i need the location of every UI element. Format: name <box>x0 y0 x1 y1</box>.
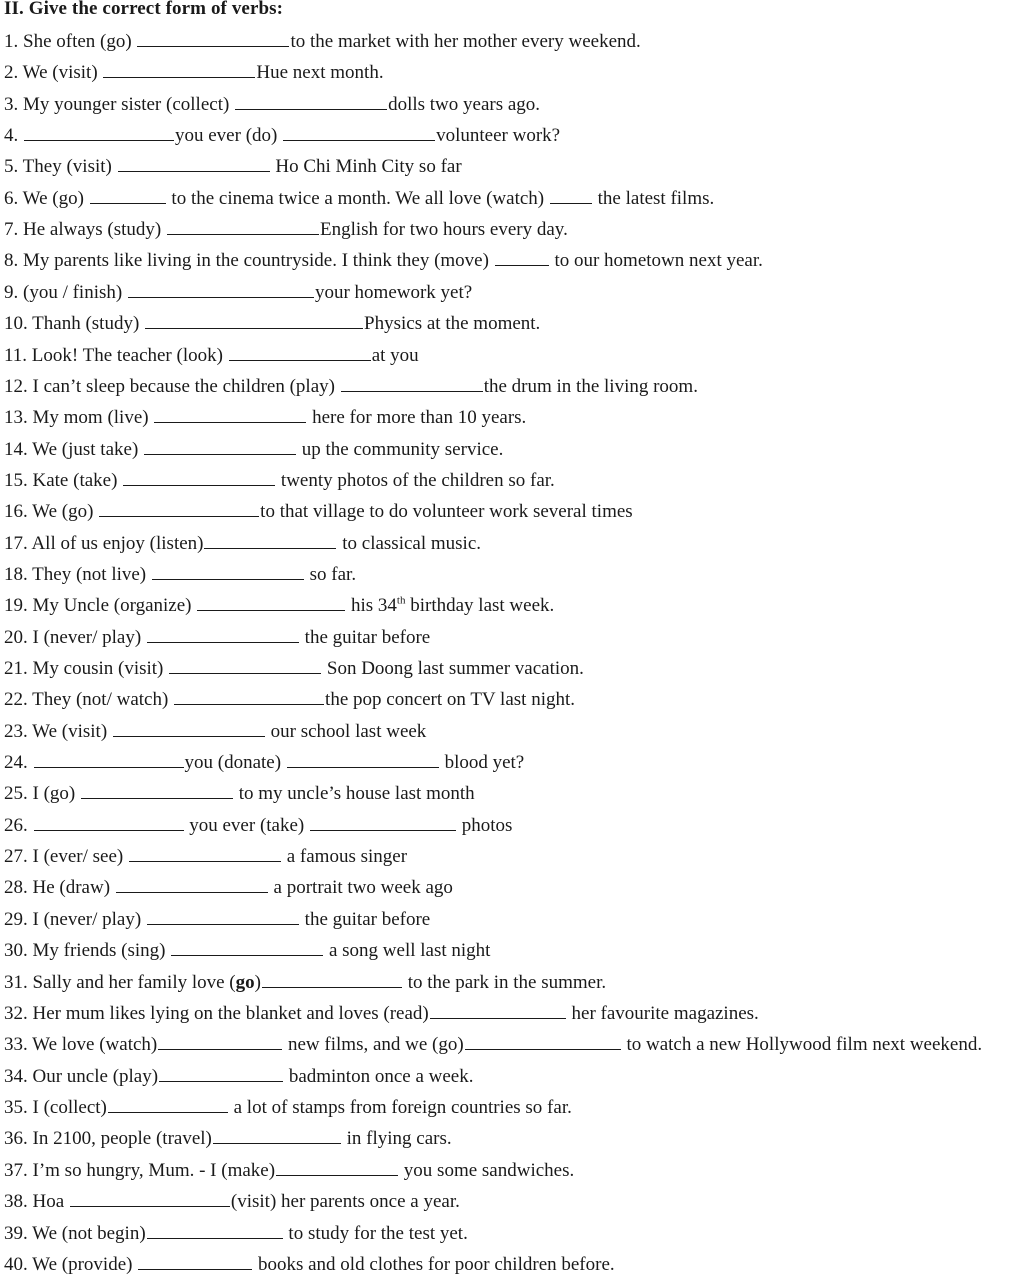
question-25: 25. I (go) to my uncle’s house last month <box>4 783 475 804</box>
question-29: 29. I (never/ play) the guitar before <box>4 909 431 930</box>
question-13: 13. My mom (live) here for more than 10 years. <box>4 407 527 428</box>
answer-blank[interactable] <box>550 187 592 204</box>
question-38: 38. Hoa (visit) her parents once a year. <box>4 1191 460 1212</box>
question-number: 30. <box>4 940 28 961</box>
question-number: 20. <box>4 627 28 648</box>
question-number: 24. <box>4 752 28 773</box>
question-15: 15. Kate (take) twenty photos of the children so far. <box>4 470 555 491</box>
question-number: 15. <box>4 470 28 491</box>
question-12: 12. I can’t sleep because the children (play) the drum in the living room. <box>4 376 698 397</box>
answer-blank[interactable] <box>276 1159 398 1176</box>
answer-blank[interactable] <box>116 876 268 893</box>
answer-blank[interactable] <box>171 939 323 956</box>
answer-blank[interactable] <box>158 1033 282 1050</box>
question-number: 10. <box>4 313 28 334</box>
question-number: 21. <box>4 658 28 679</box>
question-26: 26. you ever (take) photos <box>4 815 513 836</box>
answer-blank[interactable] <box>283 124 435 141</box>
question-number: 11. <box>4 345 28 366</box>
answer-blank[interactable] <box>213 1127 341 1144</box>
question-number: 16. <box>4 501 28 522</box>
answer-blank[interactable] <box>103 61 255 78</box>
answer-blank[interactable] <box>113 720 265 737</box>
question-number: 34. <box>4 1066 28 1087</box>
answer-blank[interactable] <box>152 563 304 580</box>
answer-blank[interactable] <box>169 657 321 674</box>
answer-blank[interactable] <box>465 1033 621 1050</box>
question-24: 24. you (donate) blood yet? <box>4 752 525 773</box>
question-28: 28. He (draw) a portrait two week ago <box>4 877 453 898</box>
answer-blank[interactable] <box>147 1222 283 1239</box>
answer-blank[interactable] <box>262 971 402 988</box>
answer-blank[interactable] <box>34 751 184 768</box>
question-6: 6. We (go) to the cinema twice a month. We all love (watch) the latest films. <box>4 188 715 209</box>
question-4: 4. you ever (do) volunteer work? <box>4 125 561 146</box>
question-27: 27. I (ever/ see) a famous singer <box>4 846 408 867</box>
answer-blank[interactable] <box>70 1190 230 1207</box>
question-number: 2. <box>4 62 19 83</box>
question-number: 32. <box>4 1003 28 1024</box>
question-number: 31. <box>4 972 28 993</box>
question-number: 1. <box>4 31 19 52</box>
question-20: 20. I (never/ play) the guitar before <box>4 627 431 648</box>
answer-blank[interactable] <box>197 594 345 611</box>
answer-blank[interactable] <box>154 406 306 423</box>
question-number: 5. <box>4 156 19 177</box>
question-number: 17. <box>4 533 28 554</box>
question-36: 36. In 2100, people (travel) in flying cars. <box>4 1128 452 1149</box>
section-heading: II. Give the correct form of verbs: <box>4 0 284 19</box>
question-1: 1. She often (go) to the market with her mother every weekend. <box>4 31 641 52</box>
question-3: 3. My younger sister (collect) dolls two years ago. <box>4 94 541 115</box>
question-2: 2. We (visit) Hue next month. <box>4 62 384 83</box>
question-33: 33. We love (watch) new films, and we (go) to watch a new Hollywood film next weekend. <box>4 1034 983 1055</box>
question-18: 18. They (not live) so far. <box>4 564 357 585</box>
question-14: 14. We (just take) up the community service. <box>4 439 504 460</box>
question-number: 14. <box>4 439 28 460</box>
question-22: 22. They (not/ watch) the pop concert on TV last night. <box>4 689 575 710</box>
question-number: 3. <box>4 94 19 115</box>
answer-blank[interactable] <box>430 1002 566 1019</box>
answer-blank[interactable] <box>90 187 166 204</box>
question-39: 39. We (not begin) to study for the test yet. <box>4 1223 468 1244</box>
question-7: 7. He always (study) English for two hours every day. <box>4 219 568 240</box>
answer-blank[interactable] <box>129 845 281 862</box>
question-number: 13. <box>4 407 28 428</box>
answer-blank[interactable] <box>118 155 270 172</box>
question-19: 19. My Uncle (organize) his 34th birthday last week. <box>4 594 555 616</box>
question-35: 35. I (collect) a lot of stamps from foreign countries so far. <box>4 1097 572 1118</box>
answer-blank[interactable] <box>147 908 299 925</box>
answer-blank[interactable] <box>123 469 275 486</box>
question-37: 37. I’m so hungry, Mum. - I (make) you some sandwiches. <box>4 1160 575 1181</box>
question-30: 30. My friends (sing) a song well last night <box>4 940 491 961</box>
answer-blank[interactable] <box>128 281 314 298</box>
question-8: 8. My parents like living in the countryside. I think they (move) to our hometown next year. <box>4 250 763 271</box>
answer-blank[interactable] <box>235 93 387 110</box>
answer-blank[interactable] <box>144 438 296 455</box>
question-number: 4. <box>4 125 19 146</box>
answer-blank[interactable] <box>99 500 259 517</box>
answer-blank[interactable] <box>138 1253 252 1270</box>
answer-blank[interactable] <box>108 1096 228 1113</box>
question-number: 12. <box>4 376 28 397</box>
question-number: 6. <box>4 188 19 209</box>
question-number: 18. <box>4 564 28 585</box>
question-number: 23. <box>4 721 28 742</box>
answer-blank[interactable] <box>167 218 319 235</box>
answer-blank[interactable] <box>81 782 233 799</box>
answer-blank[interactable] <box>204 532 336 549</box>
question-number: 27. <box>4 846 28 867</box>
answer-blank[interactable] <box>287 751 439 768</box>
answer-blank[interactable] <box>147 626 299 643</box>
question-9: 9. (you / finish) your homework yet? <box>4 282 473 303</box>
question-23: 23. We (visit) our school last week <box>4 721 427 742</box>
question-40: 40. We (provide) books and old clothes for poor children before. <box>4 1254 615 1275</box>
question-number: 19. <box>4 595 28 616</box>
question-number: 28. <box>4 877 28 898</box>
answer-blank[interactable] <box>310 814 456 831</box>
question-number: 22. <box>4 689 28 710</box>
question-number: 35. <box>4 1097 28 1118</box>
question-number: 33. <box>4 1034 28 1055</box>
answer-blank[interactable] <box>34 814 184 831</box>
question-number: 38. <box>4 1191 28 1212</box>
question-34: 34. Our uncle (play) badminton once a week. <box>4 1066 474 1087</box>
question-31: 31. Sally and her family love (go) to the park in the summer. <box>4 972 607 993</box>
answer-blank[interactable] <box>341 375 483 392</box>
question-number: 36. <box>4 1128 28 1149</box>
question-5: 5. They (visit) Ho Chi Minh City so far <box>4 156 462 177</box>
question-17: 17. All of us enjoy (listen) to classical music. <box>4 533 482 554</box>
answer-blank[interactable] <box>495 249 549 266</box>
question-16: 16. We (go) to that village to do volunteer work several times <box>4 501 633 522</box>
question-number: 29. <box>4 909 28 930</box>
question-number: 40. <box>4 1254 28 1275</box>
answer-blank[interactable] <box>145 312 363 329</box>
answer-blank[interactable] <box>137 30 289 47</box>
question-32: 32. Her mum likes lying on the blanket and loves (read) her favourite magazines. <box>4 1003 759 1024</box>
question-number: 7. <box>4 219 19 240</box>
answer-blank[interactable] <box>159 1065 283 1082</box>
answer-blank[interactable] <box>24 124 174 141</box>
question-11: 11. Look! The teacher (look) at you <box>4 345 419 366</box>
question-21: 21. My cousin (visit) Son Doong last summer vacation. <box>4 658 584 679</box>
question-10: 10. Thanh (study) Physics at the moment. <box>4 313 541 334</box>
question-number: 9. <box>4 282 19 303</box>
answer-blank[interactable] <box>229 344 371 361</box>
question-number: 26. <box>4 815 28 836</box>
answer-blank[interactable] <box>174 688 324 705</box>
question-number: 8. <box>4 250 19 271</box>
question-number: 37. <box>4 1160 28 1181</box>
question-number: 39. <box>4 1223 28 1244</box>
question-number: 25. <box>4 783 28 804</box>
